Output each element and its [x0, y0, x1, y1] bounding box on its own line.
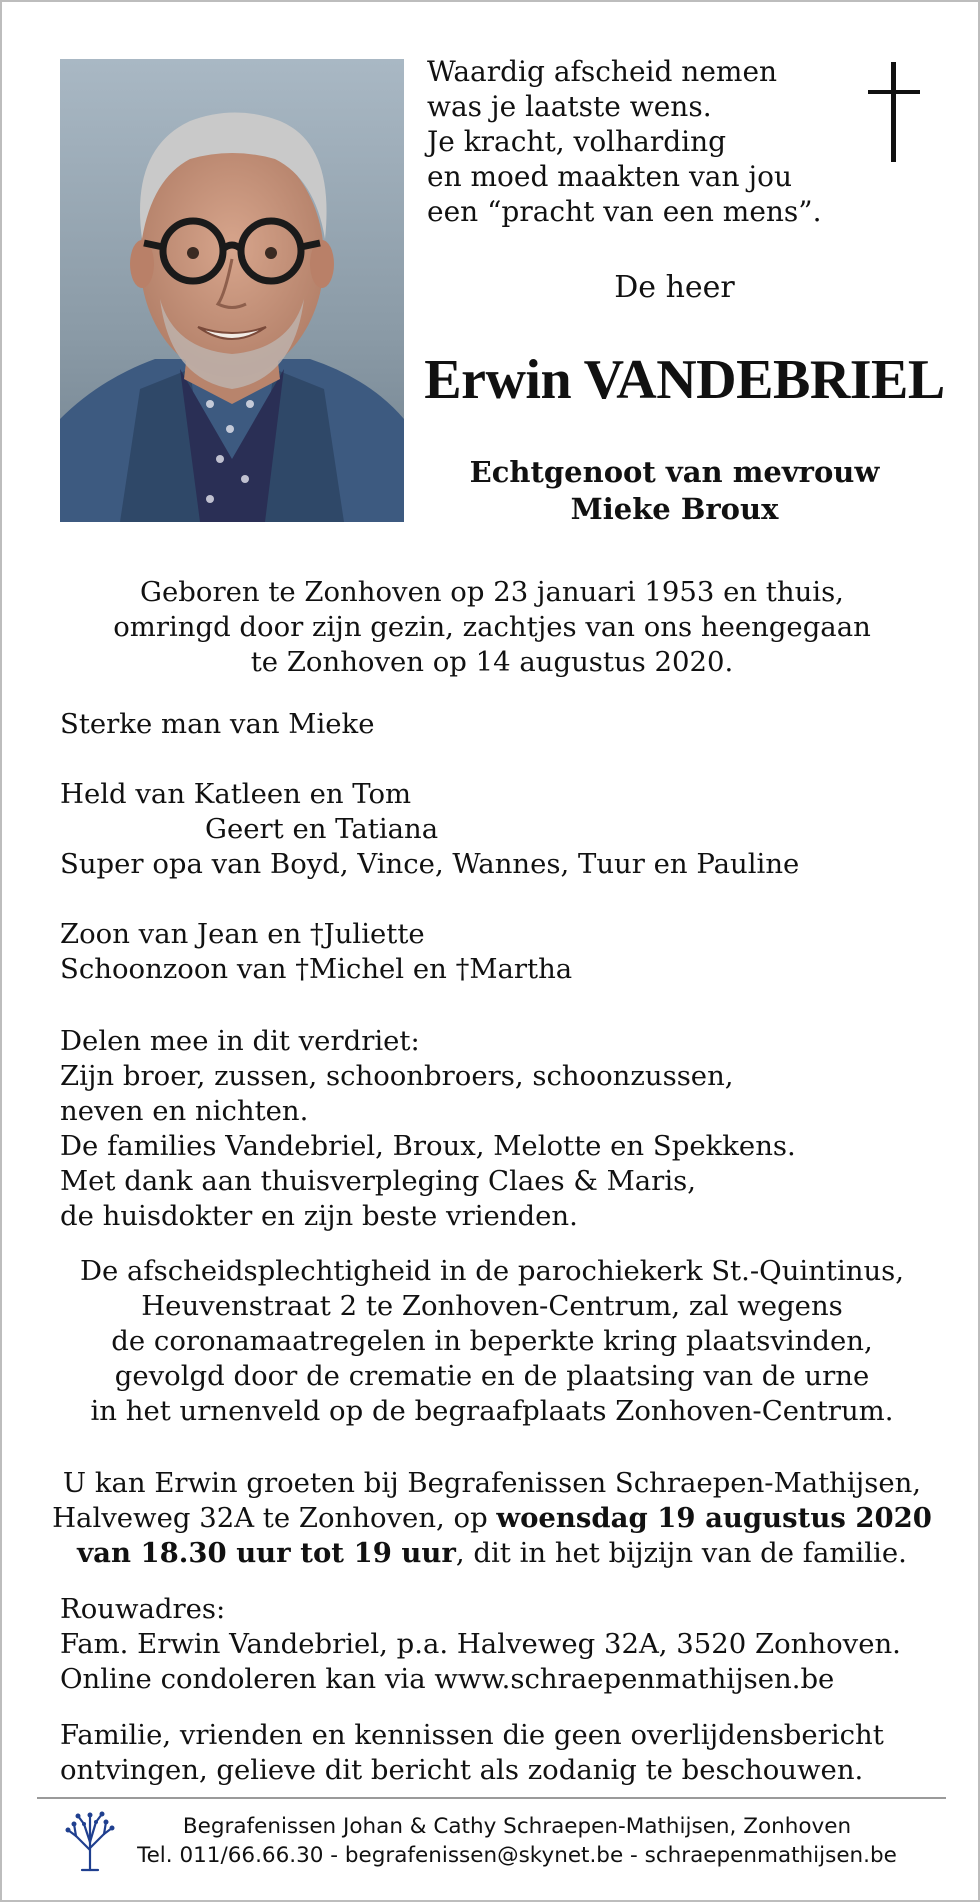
funeral-home-name: Begrafenissen Johan & Cathy Schraepen-Mathijsen, Zonhoven	[182, 1814, 852, 1839]
portrait-photo	[60, 59, 404, 522]
birth-death-info	[32, 575, 952, 680]
visitation-text: , dit in het bijzijn van de familie.	[455, 1537, 907, 1569]
share-grief-line: Zijn broer, zussen, schoonbroers, schoonzussen,	[60, 1060, 734, 1092]
family-line: Geert en Tatiana	[205, 813, 439, 845]
funeral-home-info	[117, 1812, 917, 1870]
visitation-time: van 18.30 uur tot 19 uur	[77, 1537, 456, 1569]
visitation-line	[32, 1536, 952, 1571]
funeral-home-contact: Tel. 011/66.66.30 - begrafenissen@skynet.be - schraepenmathijsen.be	[137, 1843, 897, 1868]
family-children	[60, 777, 960, 882]
cross-icon	[864, 62, 924, 162]
share-grief-line: De families Vandebriel, Broux, Melotte en Spekkens.	[60, 1130, 796, 1162]
birth-death-line: te Zonhoven op 14 augustus 2020.	[250, 646, 734, 678]
ceremony-info	[32, 1254, 952, 1429]
share-grief-line: neven en nichten.	[60, 1095, 309, 1127]
share-grief-line: de huisdokter en zijn beste vrienden.	[60, 1200, 578, 1232]
share-grief-line: Met dank aan thuisverpleging Claes & Maris,	[60, 1165, 696, 1197]
birth-death-line: omringd door zijn gezin, zachtjes van ons heengegaan	[113, 611, 871, 643]
address-line: Fam. Erwin Vandebriel, p.a. Halveweg 32A, 3520 Zonhoven.	[60, 1628, 901, 1660]
poem-line: een “pracht van een mens”.	[427, 195, 822, 228]
poem-line: en moed maakten van jou	[427, 160, 792, 193]
memorial-poem	[427, 54, 847, 229]
spouse-line: Mieke Broux	[570, 492, 779, 526]
salutation: De heer	[614, 270, 735, 305]
birth-death-line: Geboren te Zonhoven op 23 januari 1953 en thuis,	[140, 576, 844, 608]
family-line: Zoon van Jean en †Juliette	[60, 918, 425, 950]
tree-logo-icon	[64, 1810, 116, 1872]
share-grief-line: Delen mee in dit verdriet:	[60, 1025, 420, 1057]
notice-line: Familie, vrienden en kennissen die geen overlijdensbericht	[60, 1719, 884, 1751]
ceremony-line: De afscheidsplechtigheid in de parochiekerk St.-Quintinus,	[79, 1255, 905, 1287]
visitation-info	[32, 1466, 952, 1571]
ceremony-line: de coronamaatregelen in beperkte kring plaatsvinden,	[111, 1325, 873, 1357]
family-strong-man	[60, 707, 960, 742]
footer-divider	[37, 1797, 946, 1799]
ceremony-line: Heuvenstraat 2 te Zonhoven-Centrum, zal wegens	[141, 1290, 843, 1322]
visitation-line: U kan Erwin groeten bij Begrafenissen Schraepen-Mathijsen,	[62, 1467, 922, 1499]
address-line: Online condoleren kan via www.schraepenmathijsen.be	[60, 1663, 835, 1695]
family-line: Schoonzoon van †Michel en †Martha	[60, 953, 573, 985]
poem-line: Je kracht, volharding	[427, 125, 727, 158]
visitation-line	[32, 1501, 952, 1536]
share-grief	[60, 1024, 960, 1234]
family-line: Super opa van Boyd, Vince, Wannes, Tuur en Pauline	[60, 848, 800, 880]
deceased-name: Erwin VANDEBRIEL	[424, 349, 945, 411]
family-line: Held van Katleen en Tom	[60, 778, 412, 810]
spouse-info	[422, 454, 927, 528]
spouse-line: Echtgenoot van mevrouw	[469, 455, 880, 489]
visitation-text: Halveweg 32A te Zonhoven, op	[52, 1502, 497, 1534]
ceremony-line: in het urnenveld op de begraafplaats Zonhoven-Centrum.	[90, 1395, 894, 1427]
poem-line: was je laatste wens.	[427, 90, 712, 123]
address-line: Rouwadres:	[60, 1593, 226, 1625]
visitation-date: woensdag 19 augustus 2020	[496, 1502, 932, 1534]
family-parents	[60, 917, 960, 987]
poem-line: Waardig afscheid nemen	[427, 55, 778, 88]
ceremony-line: gevolgd door de crematie en de plaatsing van de urne	[114, 1360, 870, 1392]
mourning-address	[60, 1592, 960, 1697]
notice-line: ontvingen, gelieve dit bericht als zodanig te beschouwen.	[60, 1754, 864, 1786]
family-line: Sterke man van Mieke	[60, 708, 375, 740]
notice	[60, 1718, 960, 1788]
